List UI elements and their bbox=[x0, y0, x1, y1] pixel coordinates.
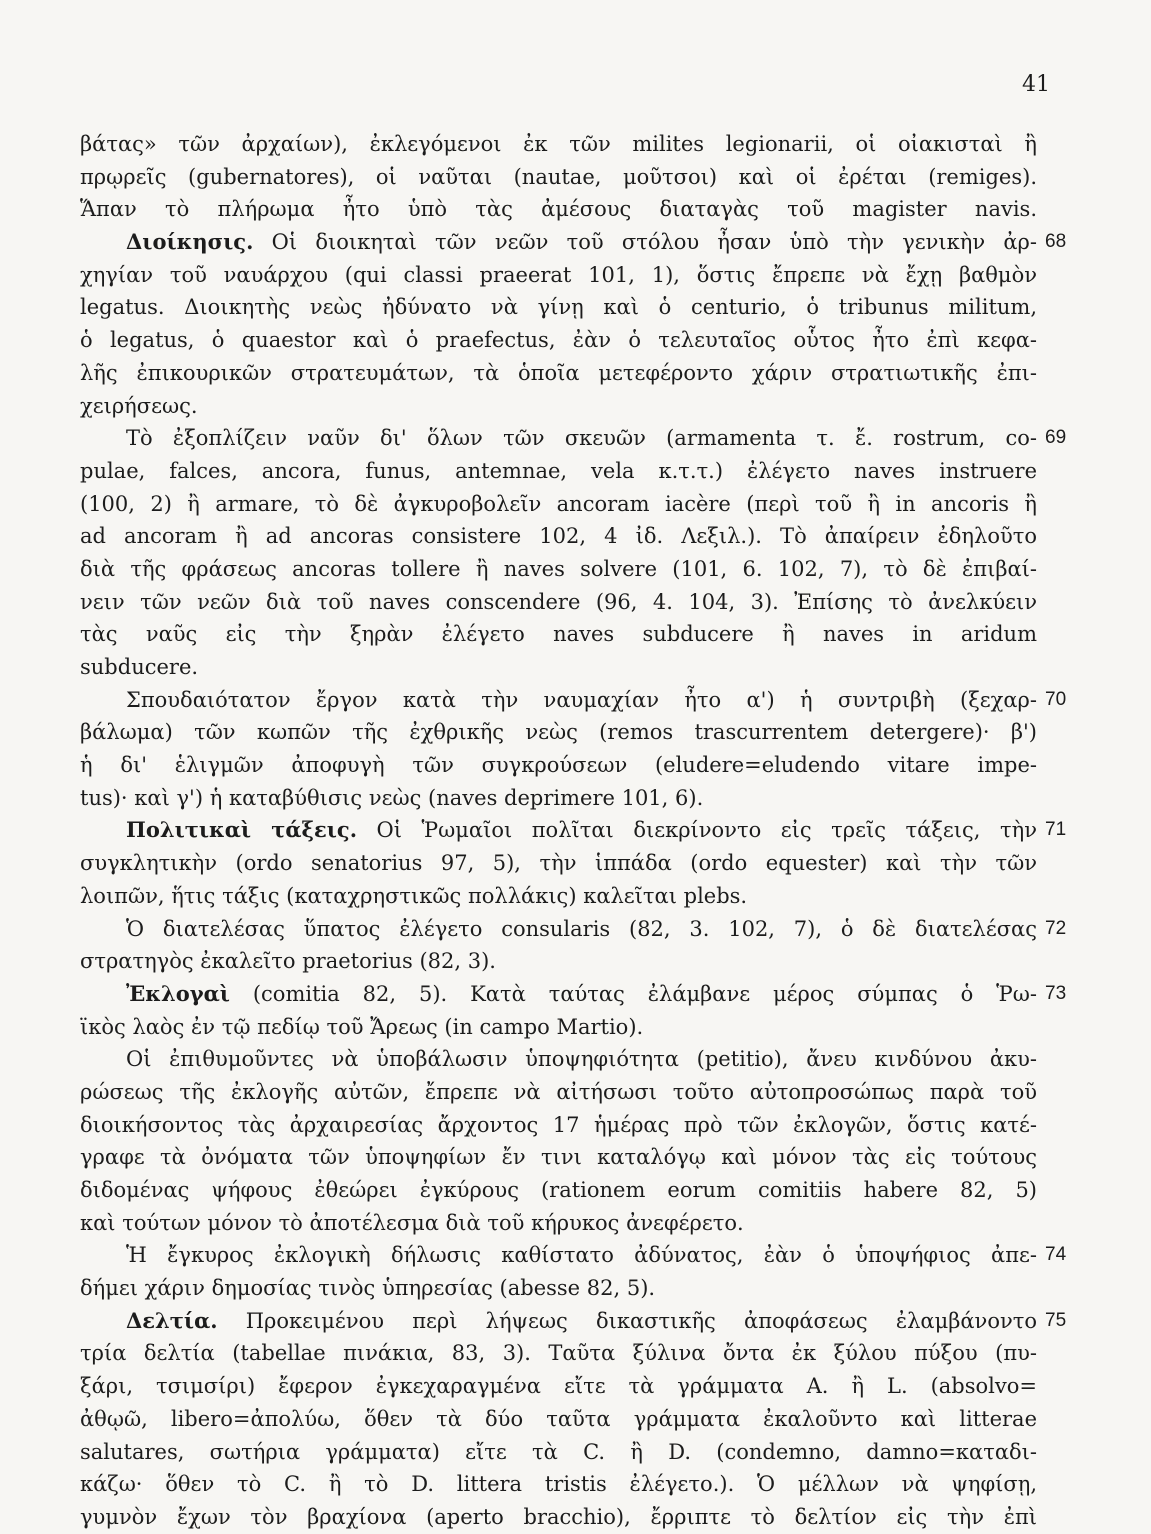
text-line bbox=[80, 520, 1037, 553]
text-line bbox=[80, 1305, 1067, 1338]
text-line bbox=[80, 651, 1037, 684]
text-line bbox=[80, 291, 1037, 324]
line-text: κάζω· ὅθεν τὸ C. ἢ τὸ D. littera tristis ἐλέγετο.). Ὁ μέλλων νὰ ψηφίσῃ, bbox=[80, 1472, 1037, 1497]
line-text: δήμει χάριν δημοσίας τινὸς ὑπηρεσίας (abesse 82, 5). bbox=[80, 1276, 656, 1301]
line-text: λοιπῶν, ἥτις τάξις (καταχρηστικῶς πολλάκις) καλεῖται plebs. bbox=[80, 883, 748, 908]
page-number: 41 bbox=[1022, 72, 1050, 97]
text-line bbox=[80, 1174, 1037, 1207]
section-heading: Πολιτικαὶ τάξεις. bbox=[126, 817, 358, 843]
text-line bbox=[80, 1501, 1037, 1534]
line-text: subducere. bbox=[80, 655, 199, 679]
line-text: καὶ τούτων μόνον τὸ ἀποτέλεσμα διὰ τοῦ κήρυκος ἀνεφέρετο. bbox=[80, 1210, 744, 1235]
line-text: Οἱ ἐπιθυμοῦντες νὰ ὑποβάλωσιν ὑποψηφιότητα (petitio), ἄνευ κινδύνου ἀκυ- bbox=[126, 1047, 1037, 1072]
line-text: βάτας» τῶν ἀρχαίων), ἐκλεγόμενοι ἐκ τῶν milites legionarii, οἱ οἰακισταὶ ἢ bbox=[80, 132, 1037, 156]
text-line bbox=[80, 324, 1037, 357]
line-text: γυμνὸν ἔχων τὸν βραχίονα (aperto bracchio), ἔρριπτε τὸ δελτίον εἰς τὴν ἐπὶ bbox=[80, 1504, 1037, 1529]
margin-paragraph-number: 72 bbox=[1045, 917, 1067, 939]
line-text: διδομένας ψήφους ἐθεώρει ἐγκύρους (rationem eorum comitiis habere 82, 5) bbox=[80, 1178, 1037, 1202]
line-text: ἡ δι' ἑλιγμῶν ἀποφυγὴ τῶν συγκρούσεων (eludere=eludendo vitare impe- bbox=[80, 753, 1037, 778]
margin-paragraph-number: 75 bbox=[1045, 1309, 1067, 1331]
line-text: ρώσεως τῆς ἐκλογῆς αὐτῶν, ἔπρεπε νὰ αἰτήσωσι τοῦτο αὐτοπροσώπως παρὰ τοῦ bbox=[80, 1079, 1037, 1104]
margin-paragraph-number: 68 bbox=[1045, 231, 1067, 253]
text-line bbox=[80, 422, 1067, 455]
text-column bbox=[80, 128, 1067, 1534]
line-text: βάλωμα) τῶν κωπῶν τῆς ἐχθρικῆς νεὼς (remos trascurrentem detergere)· β') bbox=[80, 720, 1037, 745]
text-line bbox=[80, 259, 1037, 292]
line-text: ϊκὸς λαὸς ἐν τῷ πεδίῳ τοῦ Ἄρεως (in campo Martio). bbox=[80, 1014, 644, 1039]
text-line bbox=[80, 913, 1067, 946]
line-text: (comitia 82, 5). Κατὰ ταύτας ἐλάμβανε μέρος σύμπας ὁ Ῥω- bbox=[229, 981, 1037, 1006]
line-text: Προκειμένου περὶ λήψεως δικαστικῆς ἀποφάσεως ἐλαμβάνοντο bbox=[217, 1308, 1037, 1333]
text-line bbox=[80, 1370, 1037, 1403]
text-line bbox=[80, 357, 1037, 390]
text-line bbox=[80, 128, 1037, 161]
line-text: διοικήσοντος τὰς ἀρχαιρεσίας ἄρχοντος 17 ἡμέρας πρὸ τῶν ἐκλογῶν, ὅστις κατέ- bbox=[80, 1112, 1037, 1137]
line-text: Οἱ Ῥωμαῖοι πολῖται διεκρίνοντο εἰς τρεῖς τάξεις, τὴν bbox=[357, 818, 1037, 843]
text-line bbox=[80, 1403, 1037, 1436]
text-line bbox=[80, 1239, 1067, 1272]
line-text: ξάρι, τσιμσίρι) ἔφερον ἐγκεχαραγμένα εἴτε τὰ γράμματα A. ἢ L. (absolvo= bbox=[80, 1374, 1037, 1399]
text-line bbox=[80, 1109, 1037, 1142]
text-line bbox=[80, 455, 1037, 488]
line-text: πρῳρεῖς (gubernatores), οἱ ναῦται (nautae, μοῦτσοι) καὶ οἱ ἐρέται (remiges). bbox=[80, 164, 1037, 189]
text-line bbox=[80, 1337, 1037, 1370]
line-text: ὁ legatus, ὁ quaestor καὶ ὁ praefectus, ἐὰν ὁ τελευταῖος οὗτος ἦτο ἐπὶ κεφα- bbox=[80, 328, 1037, 353]
text-line bbox=[80, 1207, 1037, 1240]
line-text: Σπουδαιότατον ἔργον κατὰ τὴν ναυμαχίαν ἦτο α') ἡ συντριβὴ (ξεχαρ- bbox=[126, 687, 1037, 712]
text-line bbox=[80, 1011, 1037, 1044]
line-text: Τὸ ἐξοπλίζειν ναῦν δι' ὅλων τῶν σκευῶν (armamenta τ. ἔ. rostrum, co- bbox=[126, 426, 1037, 451]
text-line bbox=[80, 847, 1037, 880]
text-line bbox=[80, 1436, 1037, 1469]
text-line bbox=[80, 1141, 1037, 1174]
text-line bbox=[80, 880, 1037, 913]
line-text: ἀθῳῶ, libero=ἀπολύω, ὅθεν τὰ δύο ταῦτα γράμματα ἐκαλοῦντο καὶ litterae bbox=[80, 1406, 1037, 1431]
line-text: tus)· καὶ γ') ἡ καταβύθισις νεὼς (naves deprimere 101, 6). bbox=[80, 785, 704, 810]
line-text: χηγίαν τοῦ ναυάρχου (qui classi praeerat 101, 1), ὅστις ἔπρεπε νὰ ἔχῃ βαθμὸν bbox=[80, 262, 1037, 287]
text-line bbox=[80, 618, 1037, 651]
line-text: Οἱ διοικηταὶ τῶν νεῶν τοῦ στόλου ἦσαν ὑπὸ τὴν γενικὴν ἀρ- bbox=[253, 230, 1037, 255]
margin-paragraph-number: 71 bbox=[1045, 819, 1067, 841]
line-text: Ὁ διατελέσας ὕπατος ἐλέγετο consularis (82, 3. 102, 7), ὁ δὲ διατελέσας bbox=[126, 916, 1037, 941]
line-text: legatus. Διοικητὴς νεὼς ἠδύνατο νὰ γίνῃ καὶ ὁ centurio, ὁ tribunus militum, bbox=[80, 295, 1037, 320]
line-text: ad ancoram ἢ ad ancoras consistere 102, 4 ἰδ. Λεξιλ.). Τὸ ἀπαίρειν ἐδηλοῦτο bbox=[80, 524, 1037, 549]
margin-paragraph-number: 70 bbox=[1045, 688, 1067, 710]
text-line bbox=[80, 1272, 1037, 1305]
text-line bbox=[80, 193, 1037, 226]
line-text: νειν τῶν νεῶν διὰ τοῦ naves conscendere (96, 4. 104, 3). Ἐπίσης τὸ ἀνελκύειν bbox=[80, 589, 1037, 614]
line-text: (100, 2) ἢ armare, τὸ δὲ ἀγκυροβολεῖν ancoram iacère (περὶ τοῦ ἢ in ancoris ἢ bbox=[80, 491, 1037, 516]
line-text: Ἡ ἔγκυρος ἐκλογικὴ δήλωσις καθίστατο ἀδύνατος, ἐὰν ὁ ὑποψήφιος ἀπε- bbox=[126, 1243, 1037, 1268]
text-line bbox=[80, 782, 1037, 815]
line-text: pulae, falces, ancora, funus, antemnae, vela κ.τ.τ.) ἐλέγετο naves instruere bbox=[80, 458, 1037, 483]
line-text: γραφε τὰ ὀνόματα τῶν ὑποψηφίων ἔν τινι καταλόγῳ καὶ μόνον τὰς εἰς τούτους bbox=[80, 1145, 1037, 1170]
text-line bbox=[80, 684, 1067, 717]
text-line bbox=[80, 553, 1037, 586]
line-text: διὰ τῆς φράσεως ancoras tollere ἢ naves solvere (101, 6. 102, 7), τὸ δὲ ἐπιβαί- bbox=[80, 556, 1037, 581]
text-line bbox=[80, 586, 1037, 619]
text-line bbox=[80, 488, 1037, 521]
text-line bbox=[80, 1468, 1037, 1501]
line-text: Ἅπαν τὸ πλήρωμα ἦτο ὑπὸ τὰς ἀμέσους διαταγὰς τοῦ magister navis. bbox=[80, 197, 1037, 222]
text-line bbox=[80, 390, 1037, 423]
margin-paragraph-number: 73 bbox=[1045, 982, 1067, 1004]
margin-paragraph-number: 69 bbox=[1045, 427, 1067, 449]
text-line bbox=[80, 1076, 1037, 1109]
text-line bbox=[80, 945, 1037, 978]
text-line bbox=[80, 161, 1037, 194]
section-heading: Ἐκλογαὶ bbox=[126, 980, 230, 1006]
line-text: salutares, σωτήρια γράμματα) εἴτε τὰ C. ἢ D. (condemno, damno=καταδι- bbox=[80, 1439, 1037, 1464]
line-text: χειρήσεως. bbox=[80, 393, 198, 418]
text-line bbox=[80, 978, 1067, 1011]
text-line bbox=[80, 1043, 1037, 1076]
section-heading: Διοίκησις. bbox=[126, 229, 254, 255]
margin-paragraph-number: 74 bbox=[1045, 1244, 1067, 1266]
section-heading: Δελτία. bbox=[126, 1307, 218, 1333]
line-text: λῆς ἐπικουρικῶν στρατευμάτων, τὰ ὁποῖα μετεφέροντο χάριν στρατιωτικῆς ἐπι- bbox=[80, 360, 1037, 385]
text-line bbox=[80, 749, 1037, 782]
line-text: συγκλητικὴν (ordo senatorius 97, 5), τὴν ἱππάδα (ordo equester) καὶ τὴν τῶν bbox=[80, 851, 1037, 876]
text-line bbox=[80, 226, 1067, 259]
line-text: στρατηγὸς ἐκαλεῖτο praetorius (82, 3). bbox=[80, 949, 496, 974]
text-line bbox=[80, 814, 1067, 847]
line-text: τρία δελτία (tabellae πινάκια, 83, 3). Ταῦτα ξύλινα ὄντα ἐκ ξύλου πύξου (πυ- bbox=[80, 1341, 1037, 1366]
text-line bbox=[80, 716, 1037, 749]
line-text: τὰς ναῦς εἰς τὴν ξηρὰν ἐλέγετο naves subducere ἢ naves in aridum bbox=[80, 622, 1037, 647]
